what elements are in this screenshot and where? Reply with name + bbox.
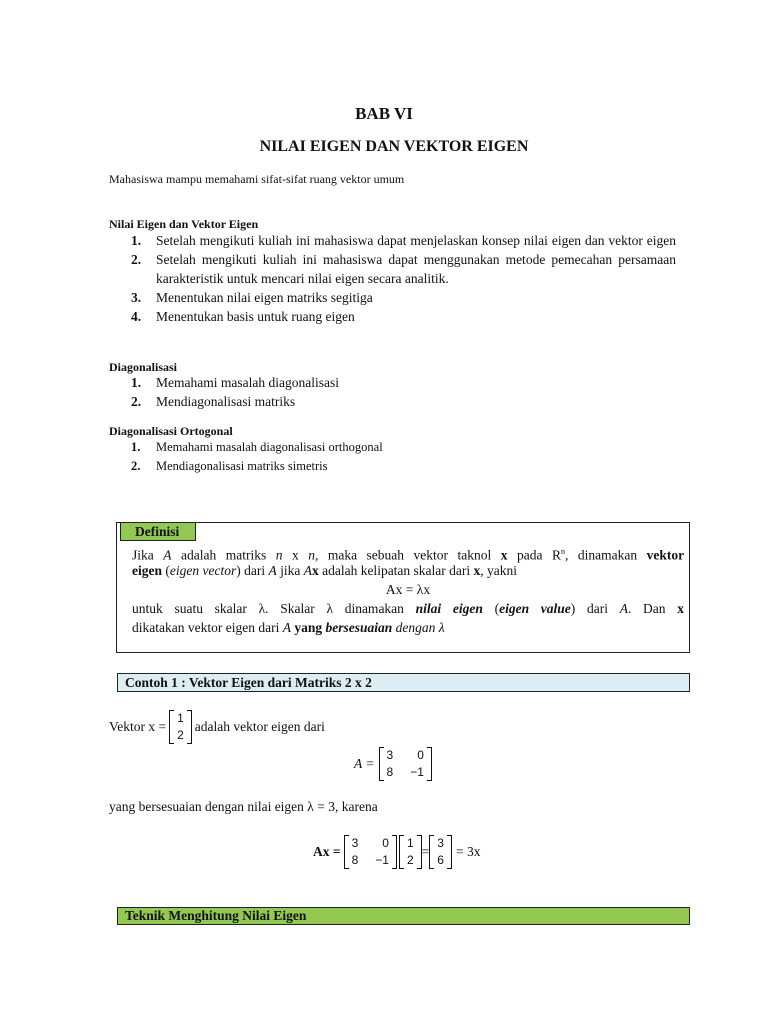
ortogonal-list [131, 438, 676, 476]
page-title: NILAI EIGEN DAN VEKTOR EIGEN [259, 138, 529, 155]
diagonalisasi-list [131, 373, 676, 411]
list-item: 1. Memahami masalah diagonalisasi [131, 375, 339, 390]
definition-label: Definisi [120, 523, 196, 541]
list-item: 2. Mendiagonalisasi matriks [131, 394, 296, 409]
matrix-a-label: A = [354, 756, 375, 771]
definition-line-4: untuk suatu skalar λ. Skalar λ dinamakan nilai eigen (eigen value) dari A. Dan x [132, 601, 685, 616]
vector-label: Vektor x = [109, 719, 167, 734]
calc-matrix-a: 3 0 8 −1 [344, 835, 397, 869]
section-title-ortogonal: Diagonalisasi Ortogonal [109, 424, 233, 438]
list-item: 1. Memahami masalah diagonalisasi orthogonal [131, 440, 383, 454]
vector-after-text: adalah vektor eigen dari [194, 719, 325, 734]
definition-box [116, 522, 690, 653]
technique-title-bar: Teknik Menghitung Nilai Eigen [117, 907, 690, 925]
result-vector: 3 6 [429, 835, 452, 869]
list-item: 1. Setelah mengikuti kuliah ini mahasiswa dapat menjelaskan konsep nilai eigen dan vektor eigen [131, 233, 676, 248]
list-item: 2. Setelah mengikuti kuliah ini mahasiswa dapat menggunakan metode pemecahan persamaan karakteristik untuk mencari nilai eigen secara analitik. [131, 252, 676, 286]
definition-line-1: Jika A adalah matriks n x n, maka sebuah vektor taknol x pada $R^n$, dinamakan vektor [132, 547, 685, 563]
list-item: 2. Mendiagonalisasi matriks simetris [131, 459, 328, 473]
eigen-objectives-list [131, 231, 676, 326]
calc-vector-x: 1 2 [399, 835, 422, 869]
correspond-text: yang bersesuaian dengan nilai eigen λ = 3, karena [109, 799, 378, 814]
ax-calculation [313, 832, 480, 872]
example-title-bar: Contoh 1 : Vektor Eigen dari Matriks 2 x 2 [117, 673, 690, 692]
definition-line-5: dikatakan vektor eigen dari A yang bersesuaian dengan λ [132, 620, 445, 635]
objective-text: Mahasiswa mampu memahami sifat-sifat ruang vektor umum [109, 172, 405, 186]
ax-label: Ax = [313, 844, 341, 859]
matrix-a-statement [354, 744, 432, 784]
section-title-diagonalisasi: Diagonalisasi [109, 360, 178, 374]
final-result: = 3x [455, 844, 481, 859]
equals-sign: = [421, 844, 430, 859]
chapter-heading: BAB VI [355, 104, 413, 123]
vector-statement [109, 707, 325, 747]
matrix-a: 3 0 8 −1 [379, 747, 432, 781]
list-item: 3. Menentukan nilai eigen matriks segitiga [131, 290, 373, 305]
vector-x: 1 2 [169, 710, 192, 744]
definition-equation: Ax = λx [385, 582, 431, 597]
list-item: 4. Menentukan basis untuk ruang eigen [131, 309, 355, 324]
definition-line-2: eigen (eigen vector) dari A jika Ax adalah kelipatan skalar dari x, yakni [132, 563, 518, 578]
section-title-eigen: Nilai Eigen dan Vektor Eigen [109, 217, 259, 231]
